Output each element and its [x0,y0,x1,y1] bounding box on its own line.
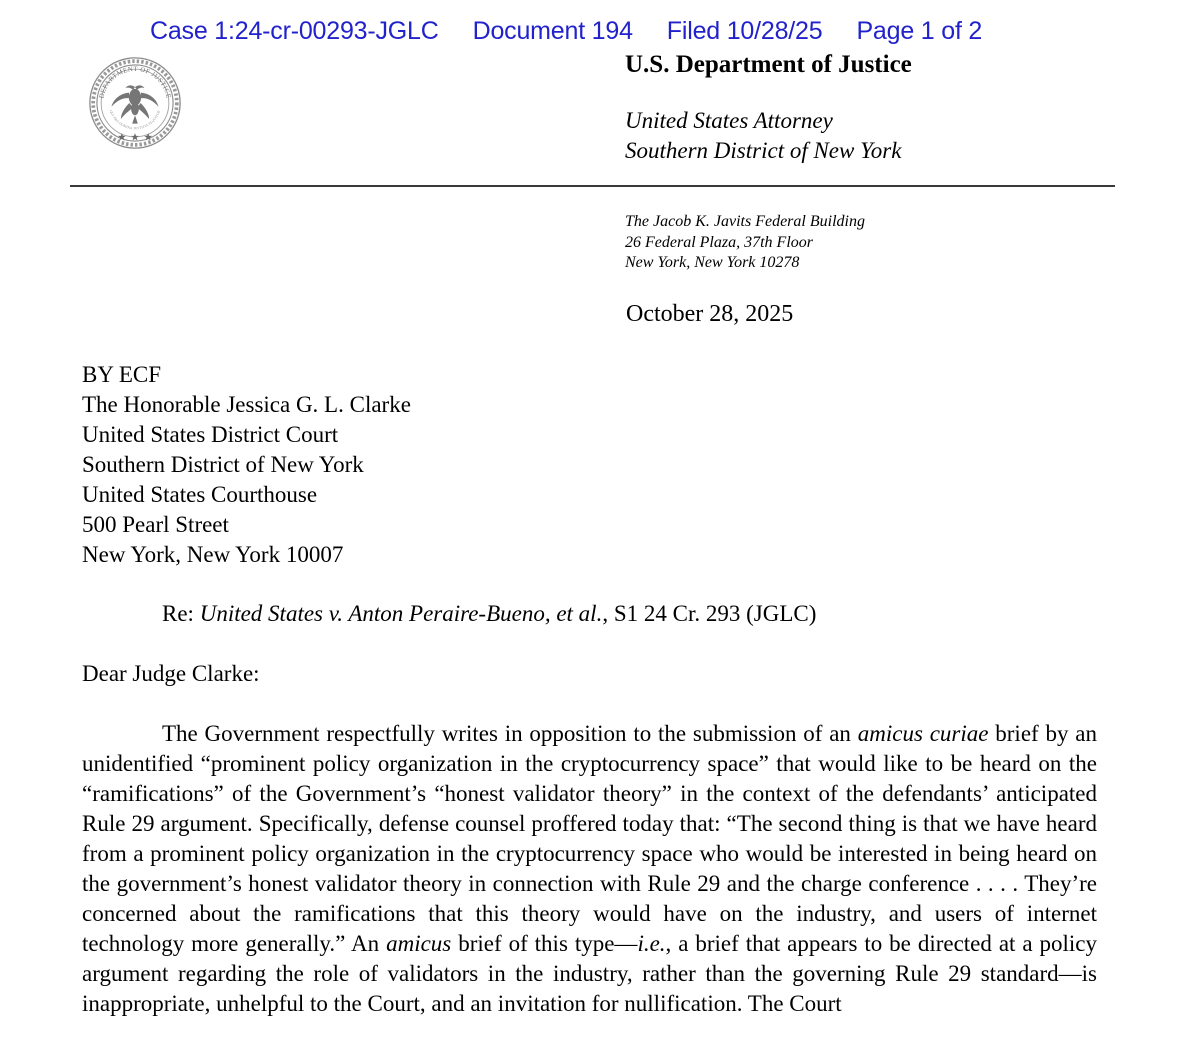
addressee-district: Southern District of New York [82,452,364,477]
addressee-court: United States District Court [82,422,339,447]
body-segment-3: brief of this type— [451,931,638,956]
office-address-line-1: The Jacob K. Javits Federal Building [625,213,865,230]
addressee-judge-name: The Honorable Jessica G. L. Clarke [82,392,411,417]
body-paragraph-1 [82,719,1097,1019]
addressee-courthouse: United States Courthouse [82,482,318,507]
letterhead-district: Southern District of New York [625,138,902,164]
ecf-header-stamp [150,17,1050,46]
doj-seal-icon [88,56,182,150]
body-italic-amicus-curiae: amicus curiae [857,721,989,746]
re-line [82,600,1097,629]
salutation: Dear Judge Clarke: [82,661,260,686]
re-case-number: , S1 24 Cr. 293 (JGLC) [602,601,817,626]
letterhead-department: U.S. Department of Justice [625,51,912,78]
office-address-line-2: 26 Federal Plaza, 37th Floor [625,233,813,251]
body-italic-amicus: amicus [386,931,452,956]
ecf-page-number: Page 1 of 2 [856,17,983,45]
re-case-name: United States v. Anton Peraire-Bueno, et al. [199,601,603,626]
svg-text:QUI PRO DOMINA JUSTITIA SEQUIT: QUI PRO DOMINA JUSTITIA SEQUITUR [108,109,162,131]
ecf-document-number: Document 194 [472,17,633,45]
svg-text:DEPARTMENT OF JUSTICE: DEPARTMENT OF JUSTICE [98,66,172,100]
addressee-street: 500 Pearl Street [82,512,229,537]
office-address-block [625,212,1085,274]
body-segment-2: brief by an unidentified “prominent policy organization in the cryptocurrency space” that would like to be heard on the “ramifications” of the Government’s “honest validator theory” in the context of the defendants’ anticipated Rule 29 argument. Specifically, defense counsel proffered today that: “The second thing is that we have heard from a prominent policy organization in the cryptocurrency space who would be interested in being heard on the government’s honest validator theory in connection with Rule 29 and the charge conference . . . . They’re concerned about the ramifications that this theory would have on the industry, and users of internet technology more generally.” An [82,721,1098,956]
body-italic-ie: i.e. [637,931,666,956]
office-address-line-3: New York, New York 10278 [625,254,800,272]
body-segment-1: The Government respectfully writes in opposition to the submission of an [162,721,858,746]
delivery-method: BY ECF [82,362,162,387]
letterhead-office-title: United States Attorney [625,107,833,133]
letterhead [625,50,1145,167]
addressee-city-state-zip: New York, New York 10007 [82,542,344,567]
re-label: Re: [162,601,194,626]
ecf-filed-date: Filed 10/28/25 [666,17,823,45]
body-segment-4: , a brief that appears to be directed at a policy argument regarding the role of validators in the industry, rather than the governing Rule 29 standard—is inappropriate, unhelpful to the Court, and an invitation for nullification. The Court [82,931,1098,1016]
addressee-block [82,360,702,570]
header-divider-rule [70,185,1115,187]
ecf-case-number: Case 1:24-cr-00293-JGLC [150,17,439,45]
letter-date: October 28, 2025 [626,301,794,327]
